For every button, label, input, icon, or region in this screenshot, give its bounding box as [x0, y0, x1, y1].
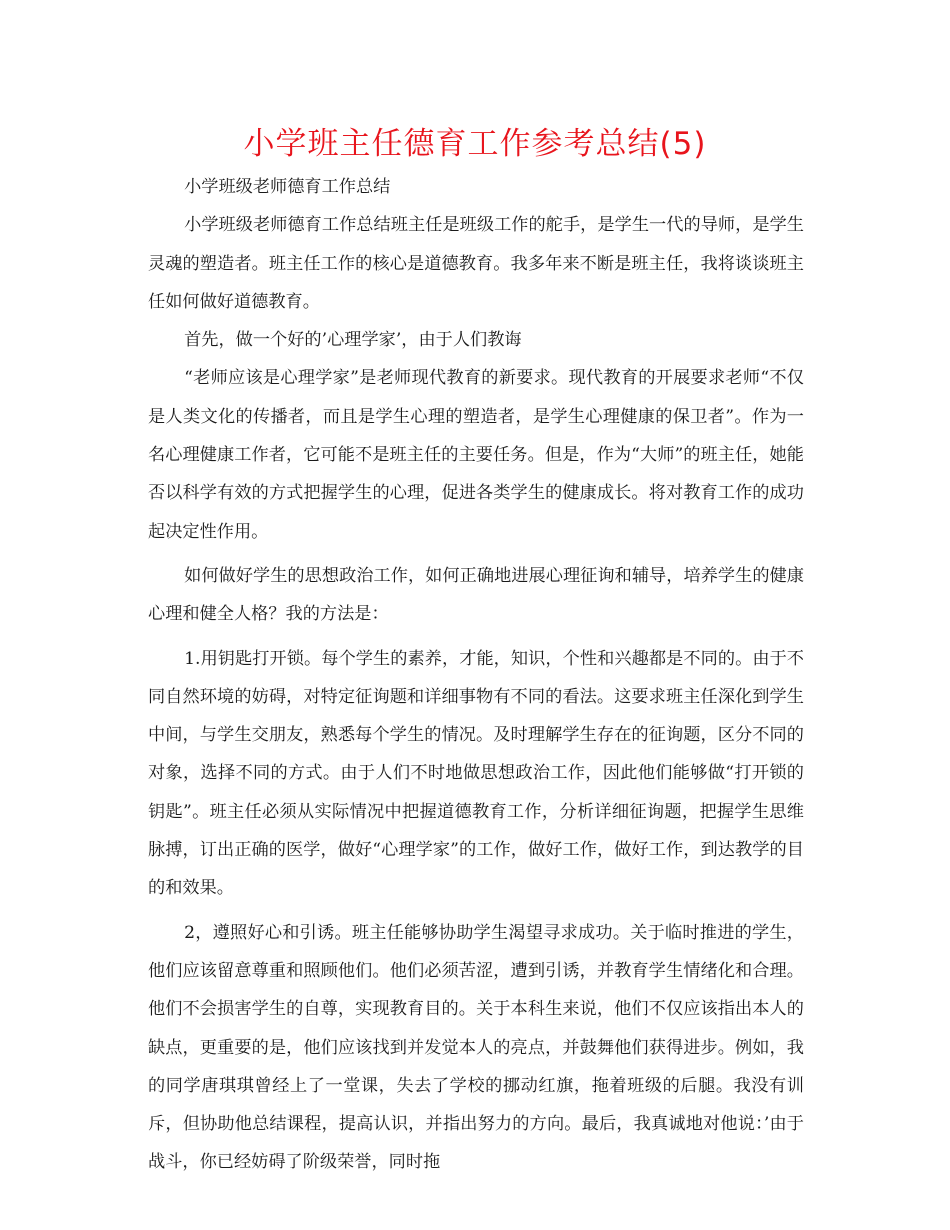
- document-title: 小学班主任德育工作参考总结(5): [243, 126, 707, 162]
- paragraph-item-2: 2，遵照好心和引诱。班主任能够协助学生渴望寻求成功。关于临时推进的学生，他们应该留意尊重和照顾他们。他们必须苦涩，遭到引诱，并教育学生情绪化和合理。他们不会损害学生的自尊，实现教育目的。关于本科生来说，他们不仅应该指出本人的缺点，更重要的是，他们应该找到并发觉本人的亮点，并鼓舞他们获得进步。例如，我的同学唐琪琪曾经上了一堂课，失去了学校的挪动红旗，拖着班级的后腿。我没有训斥，但协助他总结课程，提高认识，并指出努力的方向。最后，我真诚地对他说：’由于战斗，你已经妨碍了阶级荣誉，同时拖: [148, 922, 804, 1173]
- paragraph-item-1: 1.用钥匙打开锁。每个学生的素养，才能，知识，个性和兴趣都是不同的。由于不同自然环境的妨碍，对特定征询题和详细事物有不同的看法。这要求班主任深化到学生中间，与学生交朋友，熟悉每个学生的情况。及时理解学生存在的征询题，区分不同的对象，选择不同的方式。由于人们不时地做思想政治工作，因此他们能够做“打开锁的钥匙”。班主任必须从实际情况中把握道德教育工作，分析详细征询题，把握学生思维脉搏，订出正确的医学，做好“心理学家”的工作，做好工作，做好工作，到达教学的目的和效果。: [148, 648, 804, 899]
- paragraph-method: 如何做好学生的思想政治工作，如何正确地进展心理征询和辅导，培养学生的健康心理和健全人格？我的方法是：: [148, 565, 804, 625]
- paragraph-intro: 小学班级老师德育工作总结班主任是班级工作的舵手，是学生一代的导师，是学生灵魂的塑造者。班主任工作的核心是道德教育。我多年来不断是班主任，我将谈谈班主任如何做好道德教育。: [148, 215, 804, 312]
- paragraph-psychologist: “老师应该是心理学家”是老师现代教育的新要求。现代教育的开展要求老师“不仅是人类文化的传播者，而且是学生心理的塑造者，是学生心理健康的保卫者”。作为一名心理健康工作者，它可能不是班主任的主要任务。但是，作为“大师”的班主任，她能否以科学有效的方式把握学生的心理，促进各类学生的健康成长。将对教育工作的成功起决定性作用。: [148, 368, 804, 542]
- paragraph-first-point: 首先，做一个好的’心理学家’，由于人们教诲: [184, 330, 522, 351]
- document-body: [148, 168, 804, 1182]
- paragraph-subtitle: 小学班级老师德育工作总结: [184, 177, 391, 197]
